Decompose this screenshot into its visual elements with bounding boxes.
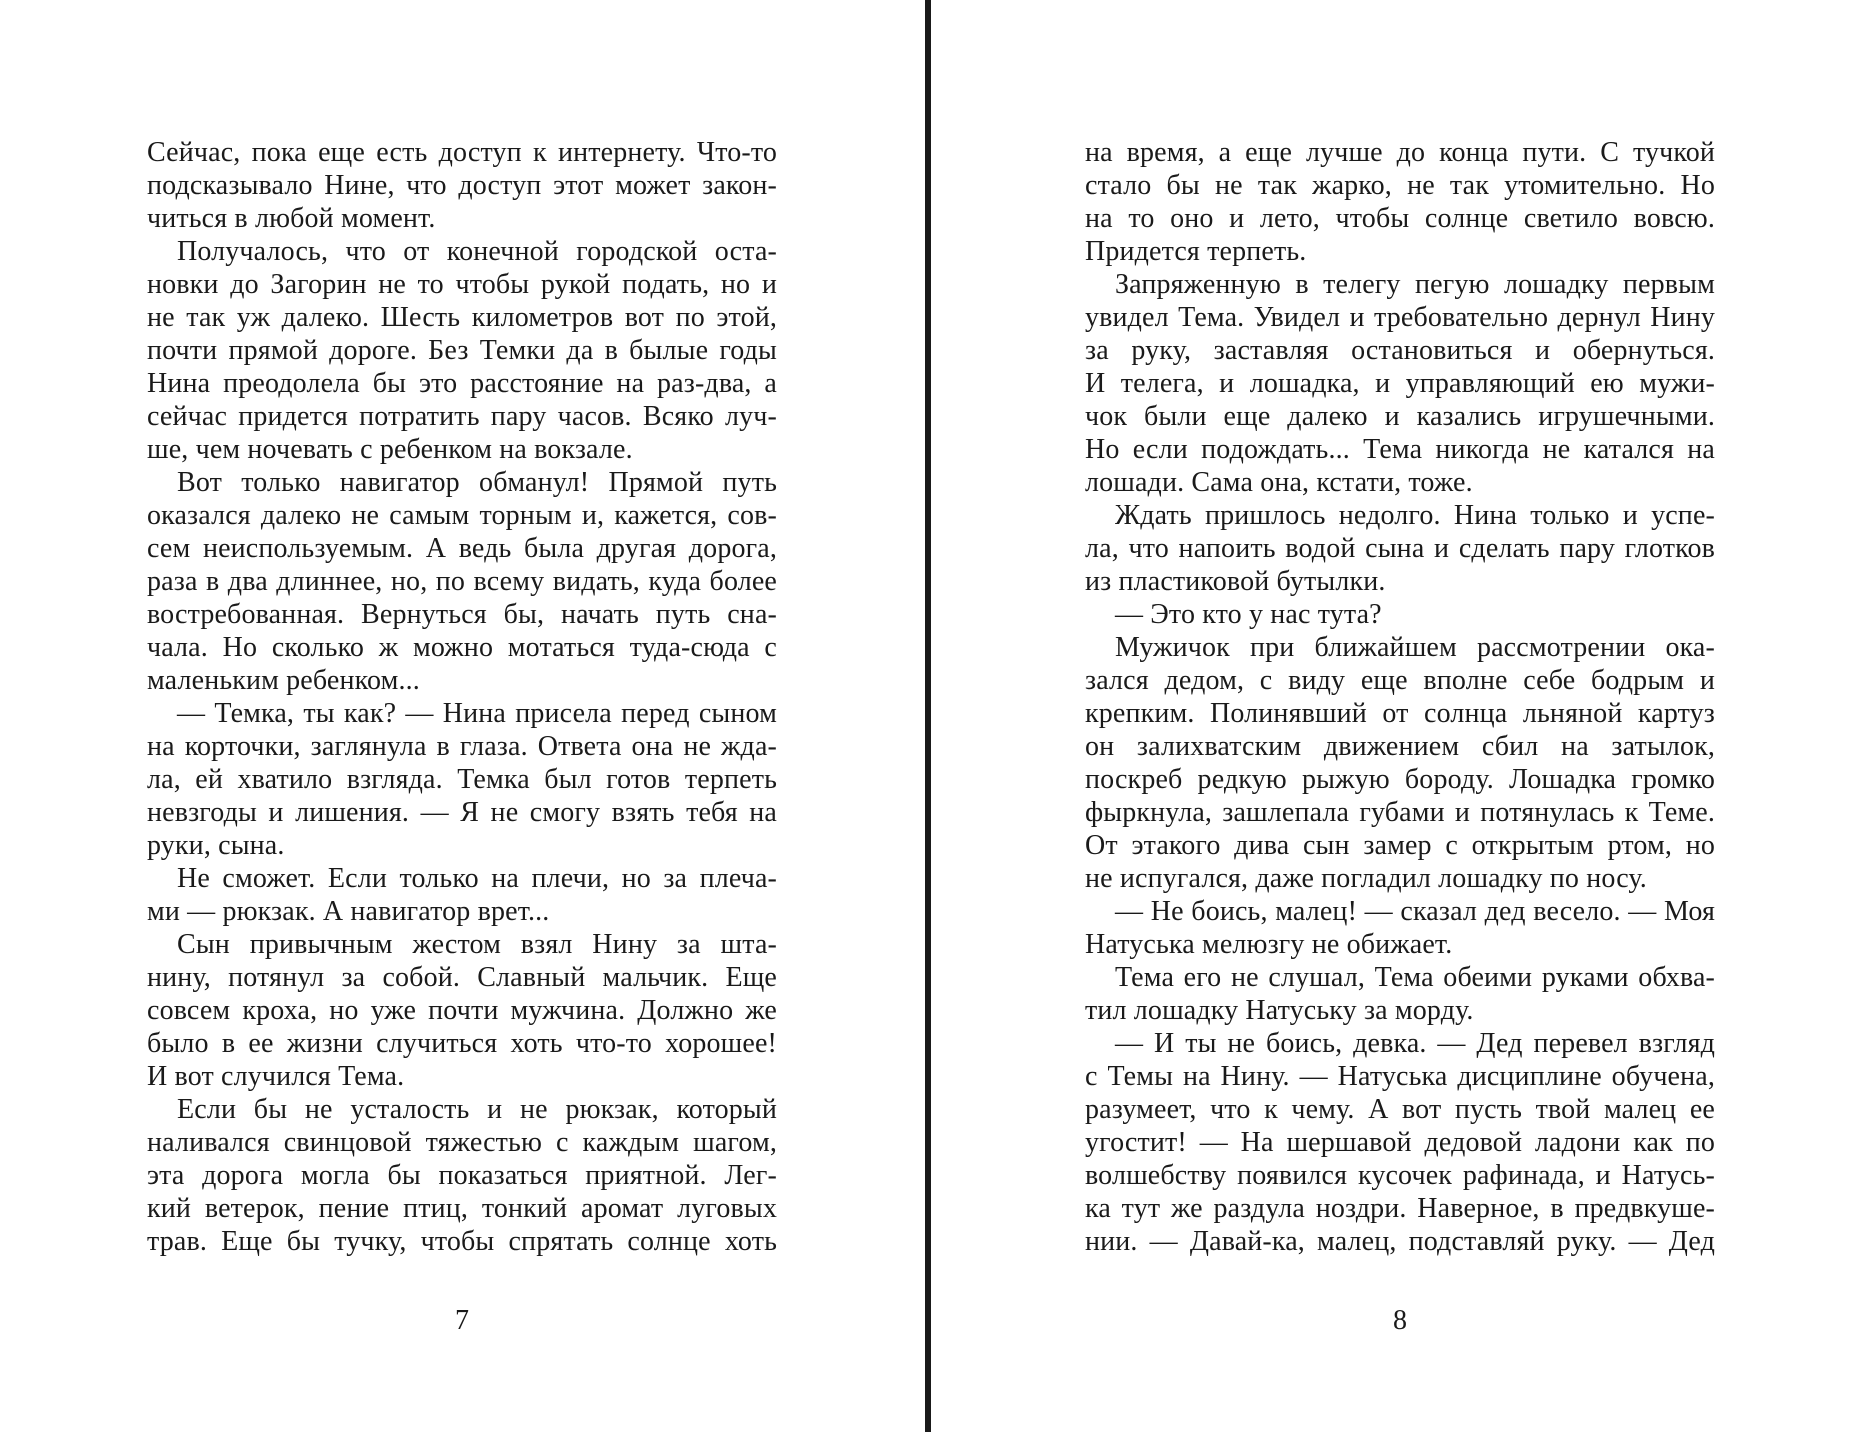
text-line: невзгоды и лишения. — Я не смогу взять тебя на: [147, 797, 777, 828]
text-line: лошади. Сама она, кстати, тоже.: [1085, 467, 1473, 498]
left-page: [147, 136, 777, 1258]
text-line: поскреб редкую рыжую бороду. Лошадка громко: [1085, 764, 1715, 795]
text-line: ла, что напоить водой сына и сделать пару глотков: [1085, 533, 1715, 564]
text-line: за руку, заставляя остановиться и обернуться.: [1085, 335, 1715, 366]
text-line: Тема его не слушал, Тема обеими руками обхва-: [1115, 962, 1715, 993]
text-line: не испугался, даже погладил лошадку по носу.: [1085, 863, 1647, 894]
text-line: увидел Тема. Увидел и требовательно дернул Нину: [1085, 302, 1715, 333]
text-line: сейчас придется потратить пару часов. Всяко луч-: [147, 401, 777, 432]
right-page-text: [1085, 136, 1715, 1258]
text-line: — Не боись, малец! — сказал дед весело. — Моя: [1115, 896, 1715, 927]
text-line: Сын привычным жестом взял Нину за шта-: [177, 929, 777, 960]
text-line: ше, чем ночевать с ребенком на вокзале.: [147, 434, 633, 465]
text-line: — И ты не боись, девка. — Дед перевел взгляд: [1115, 1028, 1715, 1059]
text-line: востребованная. Вернуться бы, начать путь сна-: [147, 599, 777, 630]
text-line: с Темы на Нину. — Натуська дисциплине обучена,: [1085, 1061, 1715, 1092]
text-line: не так уж далеко. Шесть километров вот по этой,: [147, 302, 777, 333]
text-line: новки до Загорин не то чтобы рукой подать, но и: [147, 269, 777, 300]
text-line: И вот случился Тема.: [147, 1061, 405, 1092]
text-line: нину, потянул за собой. Славный мальчик. Еще: [147, 962, 777, 993]
text-line: Но если подождать... Тема никогда не катался на: [1085, 434, 1715, 465]
left-page-text: [147, 136, 777, 1258]
text-line: чала. Но сколько ж можно мотаться туда-сюда с: [147, 632, 777, 663]
text-line: Запряженную в телегу пегую лошадку первым: [1115, 269, 1715, 300]
text-line: наливался свинцовой тяжестью с каждым шагом,: [147, 1127, 777, 1158]
page-number-left: 7: [455, 1305, 469, 1336]
text-line: оказался далеко не самым торным и, кажется, сов-: [147, 500, 777, 531]
text-line: фыркнула, зашлепала губами и потянулась к Теме.: [1085, 797, 1715, 828]
text-line: ка тут же раздула ноздри. Наверное, в предвкуше-: [1085, 1193, 1715, 1224]
text-line: разумеет, что к чему. А вот пусть твой малец ее: [1085, 1094, 1715, 1125]
right-page: [1085, 136, 1715, 1258]
text-line: он залихватским движением сбил на затылок,: [1085, 731, 1715, 762]
text-line: руки, сына.: [147, 830, 285, 861]
text-line: волшебству появился кусочек рафинада, и Натусь-: [1085, 1160, 1715, 1191]
text-line: было в ее жизни случиться хоть что-то хорошее!: [147, 1028, 777, 1059]
text-line: чок были еще далеко и казались игрушечными.: [1085, 401, 1715, 432]
text-line: И телега, и лошадка, и управляющий ею мужи-: [1085, 368, 1715, 399]
text-line: зался дедом, с виду еще вполне себе бодрым и: [1085, 665, 1715, 696]
text-line: Мужичок при ближайшем рассмотрении ока-: [1115, 632, 1715, 663]
text-line: маленьким ребенком...: [147, 665, 420, 696]
page-number-right: 8: [1393, 1305, 1407, 1336]
text-line: Ждать пришлось недолго. Нина только и успе-: [1115, 500, 1715, 531]
text-line: От этакого дива сын замер с открытым ртом, но: [1085, 830, 1715, 861]
text-line: нии. — Давай-ка, малец, подставляй руку. — Дед: [1085, 1226, 1715, 1257]
text-line: читься в любой момент.: [147, 203, 436, 234]
text-line: крепким. Полинявший от солнца льняной картуз: [1085, 698, 1715, 729]
text-line: совсем кроха, но уже почти мужчина. Должно же: [147, 995, 777, 1026]
text-line: Сейчас, пока еще есть доступ к интернету. Что-то: [147, 137, 777, 168]
text-line: раза в два длиннее, но, по всему видать, куда более: [147, 566, 777, 597]
text-line: Вот только навигатор обманул! Прямой путь: [177, 467, 777, 498]
text-line: ми — рюкзак. А навигатор врет...: [147, 896, 550, 927]
text-line: Не сможет. Если только на плечи, но за плеча-: [177, 863, 777, 894]
text-line: кий ветерок, пение птиц, тонкий аромат луговых: [147, 1193, 777, 1224]
text-line: — Это кто у нас тута?: [1115, 599, 1382, 630]
text-line: на корточки, заглянула в глаза. Ответа она не жда-: [147, 731, 777, 762]
text-line: Придется терпеть.: [1085, 236, 1307, 267]
book-gutter: [925, 0, 931, 1432]
text-line: подсказывало Нине, что доступ этот может закон-: [147, 170, 777, 201]
text-line: на время, а еще лучше до конца пути. С тучкой: [1085, 137, 1715, 168]
text-line: стало бы не так жарко, не так утомительно. Но: [1085, 170, 1715, 201]
text-line: ла, ей хватило взгляда. Темка был готов терпеть: [147, 764, 777, 795]
text-line: почти прямой дороге. Без Темки да в былые годы: [147, 335, 777, 366]
text-line: Нина преодолела бы это расстояние на раз-два, а: [147, 368, 777, 399]
text-line: эта дорога могла бы показаться приятной. Лег-: [147, 1160, 777, 1191]
text-line: Натуська мелюзгу не обижает.: [1085, 929, 1453, 960]
text-line: из пластиковой бутылки.: [1085, 566, 1386, 597]
text-line: на то оно и лето, чтобы солнце светило вовсю.: [1085, 203, 1715, 234]
text-line: угостит! — На шершавой дедовой ладони как по: [1085, 1127, 1715, 1158]
text-line: тил лошадку Натуську за морду.: [1085, 995, 1474, 1026]
text-line: Получалось, что от конечной городской оста-: [177, 236, 777, 267]
text-line: Если бы не усталость и не рюкзак, который: [177, 1094, 777, 1125]
text-line: — Темка, ты как? — Нина присела перед сыном: [177, 698, 777, 729]
text-line: трав. Еще бы тучку, чтобы спрятать солнце хоть: [147, 1226, 777, 1257]
text-line: сем неиспользуемым. А ведь была другая дорога,: [147, 533, 777, 564]
